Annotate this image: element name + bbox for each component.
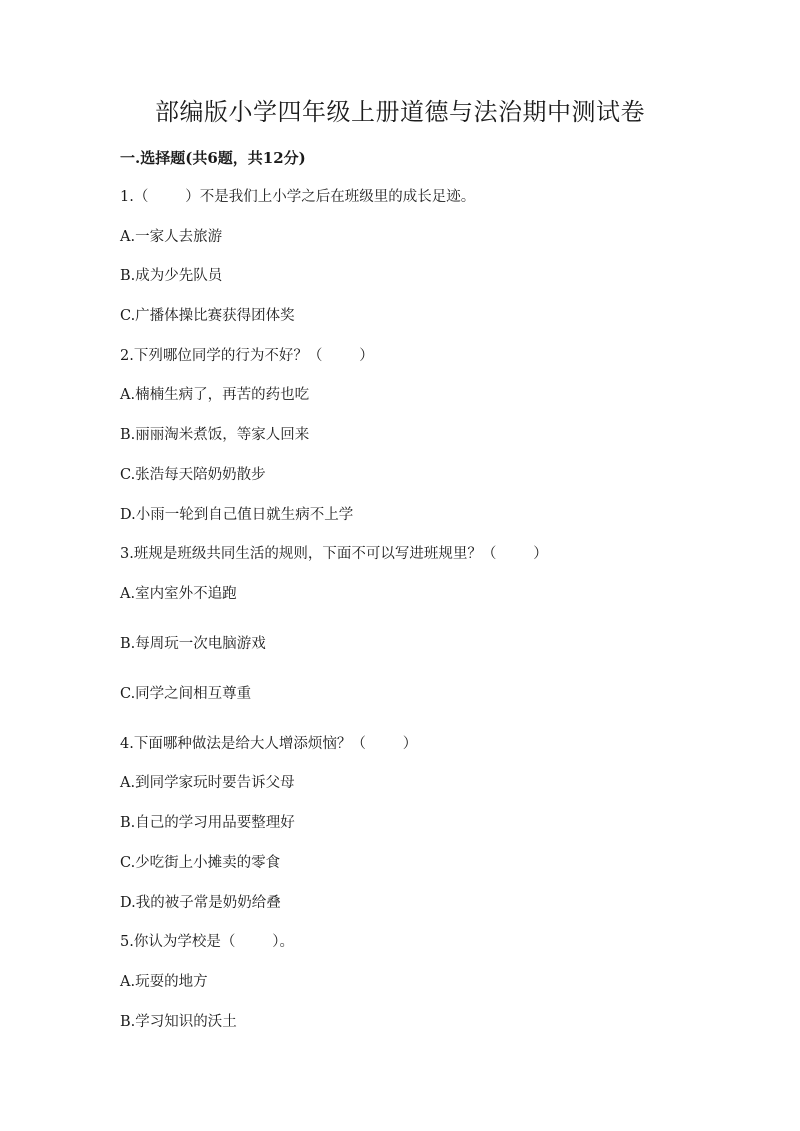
question-4-stem: 4.下面哪种做法是给大人增添烦恼？（ ） [120, 736, 418, 752]
question-2-option-a: A.楠楠生病了，再苦的药也吃 [120, 387, 310, 403]
question-3-option-b: B.每周玩一次电脑游戏 [120, 636, 266, 652]
question-5-option-a: A.玩耍的地方 [120, 974, 208, 990]
question-4-option-a: A.到同学家玩时要告诉父母 [120, 775, 295, 791]
question-5-option-b: B.学习知识的沃土 [120, 1014, 237, 1030]
question-3-option-c: C.同学之间相互尊重 [120, 686, 252, 702]
question-2-option-d: D.小雨一轮到自己值日就生病不上学 [120, 507, 354, 523]
question-1-stem: 1.（ ）不是我们上小学之后在班级里的成长足迹。 [120, 189, 476, 205]
question-3-option-a: A.室内室外不追跑 [120, 586, 237, 602]
question-1-option-c: C.广播体操比赛获得团体奖 [120, 308, 295, 324]
question-4-option-b: B.自己的学习用品要整理好 [120, 815, 295, 831]
question-1-option-b: B.成为少先队员 [120, 268, 223, 284]
section-heading: 一.选择题(共6题，共12分) [120, 149, 306, 167]
question-2-option-b: B.丽丽淘米煮饭，等家人回来 [120, 427, 310, 443]
question-3-stem: 3.班规是班级共同生活的规则，下面不可以写进班规里？（ ） [120, 546, 548, 562]
question-2-option-c: C.张浩每天陪奶奶散步 [120, 467, 266, 483]
question-4-option-c: C.少吃街上小摊卖的零食 [120, 855, 281, 871]
question-2-stem: 2.下列哪位同学的行为不好？（ ） [120, 348, 374, 364]
question-5-stem: 5.你认为学校是（ ）。 [120, 934, 294, 950]
page-title: 部编版小学四年级上册道德与法治期中测试卷 [155, 98, 645, 126]
question-1-option-a: A.一家人去旅游 [120, 229, 223, 245]
question-4-option-d: D.我的被子常是奶奶给叠 [120, 895, 281, 911]
